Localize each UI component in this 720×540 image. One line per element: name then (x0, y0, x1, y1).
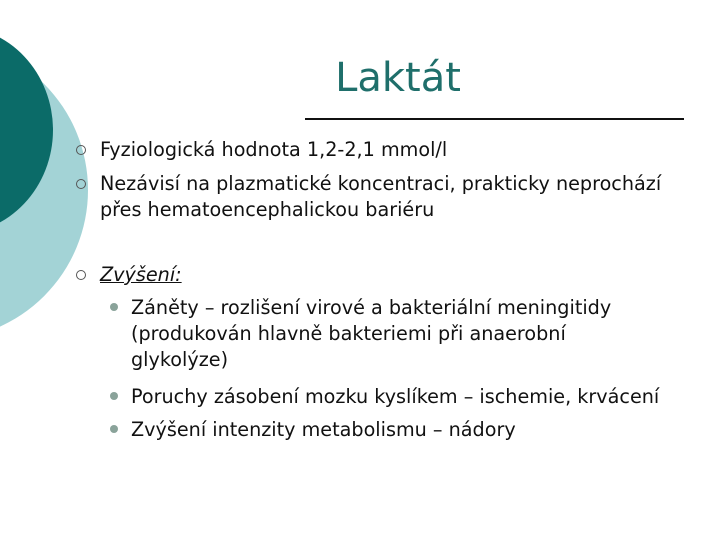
dot-bullet-icon (110, 425, 118, 433)
subbullet-item-1-line-3: glykolýze) (131, 348, 229, 371)
ring-bullet-icon (76, 145, 86, 155)
subbullet-item-1-line-2: (produkován hlavně bakteriemi při anaerobní (131, 322, 566, 345)
bullet-item-3-heading: Zvýšení: (100, 263, 182, 286)
title-divider (305, 118, 684, 120)
subbullet-item-3: Zvýšení intenzity metabolismu – nádory (131, 418, 516, 441)
subbullet-item-2: Poruchy zásobení mozku kyslíkem – ischemie, krvácení (131, 385, 660, 408)
dot-bullet-icon (110, 303, 118, 311)
bullet-item-2-line-2: přes hematoencephalickou bariéru (100, 198, 435, 221)
ring-bullet-icon (76, 270, 86, 280)
ring-bullet-icon (76, 179, 86, 189)
dot-bullet-icon (110, 392, 118, 400)
subbullet-item-1-line-1: Záněty – rozlišení virové a bakteriální meningitidy (131, 296, 612, 319)
bullet-item-1: Fyziologická hodnota 1,2-2,1 mmol/l (100, 138, 448, 161)
slide-title: Laktát (335, 55, 461, 101)
bullet-item-2-line-1: Nezávisí na plazmatické koncentraci, prakticky neprochází (100, 172, 662, 195)
